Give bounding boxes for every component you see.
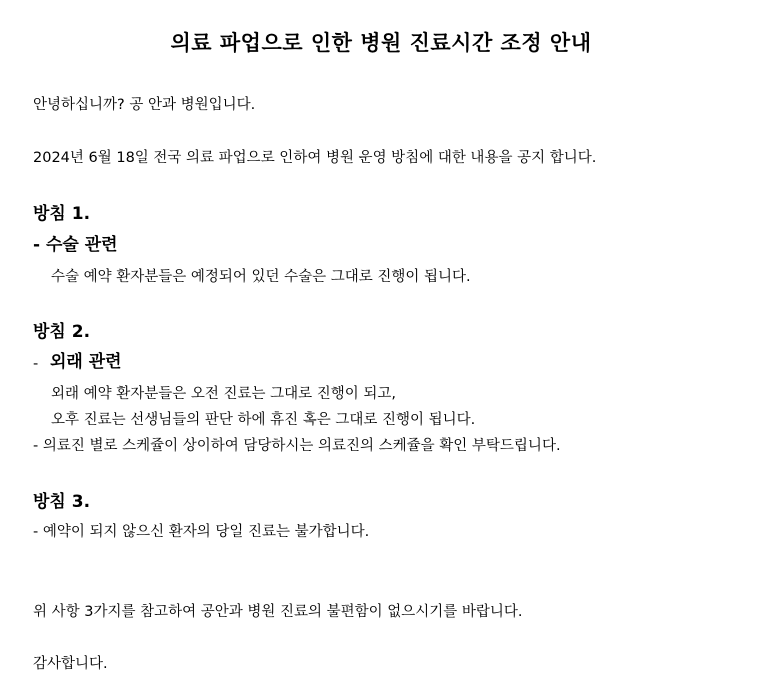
policy-1-subheading: - 수술 관련 (33, 235, 118, 255)
policy-2-heading: 방침 2. (33, 322, 91, 342)
policy-3-heading: 방침 3. (33, 492, 91, 512)
policy-2-note: - 의료진 별로 스케쥴이 상이하여 담당하시는 의료진의 스케쥴을 확인 부탁드립니다. (33, 438, 561, 454)
policy-2-subheading-dash: - (33, 356, 39, 372)
policy-2-subheading: 외래 관련 (50, 352, 122, 372)
greeting-text: 안녕하십니까? 공 안과 병원입니다. (33, 97, 256, 113)
thanks-text: 감사합니다. (33, 656, 108, 672)
policy-3-note: - 예약이 되지 않으신 환자의 당일 진료는 불가합니다. (33, 524, 370, 540)
policy-1-heading: 방침 1. (33, 204, 91, 224)
policy-2-line: 오후 진료는 선생님들의 판단 하에 휴진 혹은 그대로 진행이 됩니다. (51, 412, 476, 428)
intro-text: 2024년 6월 18일 전국 의료 파업으로 인하여 병원 운영 방침에 대한 내용을 공지 합니다. (33, 150, 597, 166)
policy-2-line: 외래 예약 환자분들은 오전 진료는 그대로 진행이 되고, (51, 386, 397, 402)
notice-title: 의료 파업으로 인한 병원 진료시간 조정 안내 (170, 31, 592, 55)
policy-1-line: 수술 예약 환자분들은 예정되어 있던 수술은 그대로 진행이 됩니다. (51, 269, 471, 285)
closing-text: 위 사항 3가지를 참고하여 공안과 병원 진료의 불편함이 없으시기를 바랍니다. (33, 604, 523, 620)
